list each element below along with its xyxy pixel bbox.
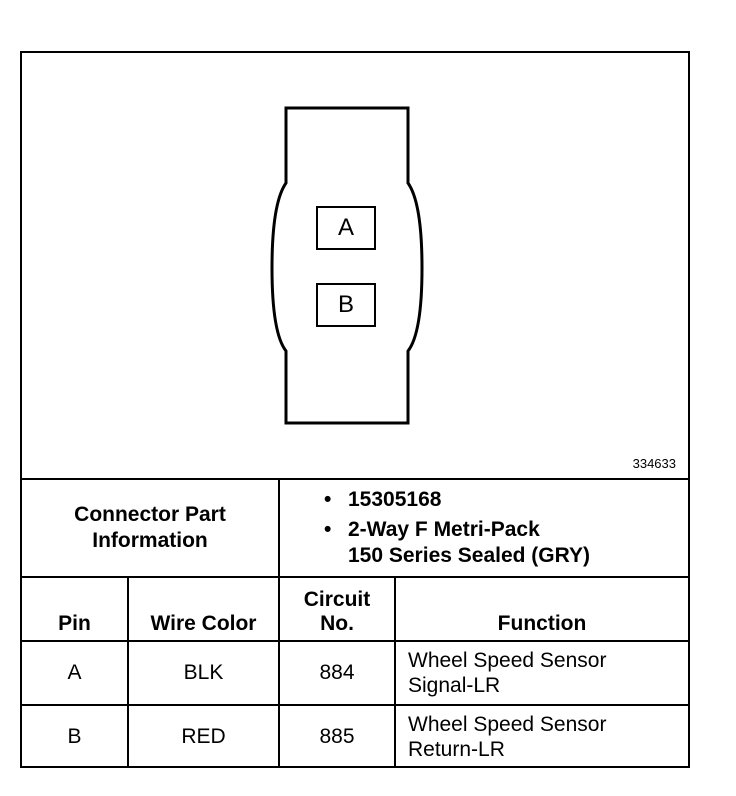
pin-a-label: A [337, 214, 354, 241]
connector-info-frame [20, 51, 690, 768]
part-info-items [279, 479, 688, 577]
header-pin: Pin [22, 577, 128, 641]
pin-a-cavity [316, 206, 376, 250]
figure-id: 334633 [632, 456, 676, 471]
header-circuit-line2: No. [320, 612, 354, 635]
table-row [22, 705, 688, 767]
part-info-label-line1: Connector Part [74, 503, 226, 526]
header-wire-color: Wire Color [128, 577, 279, 641]
row-b-function-line2: Return-LR [408, 737, 505, 761]
table-row [22, 641, 688, 705]
row-a-wire-color: BLK [128, 641, 279, 705]
part-number-item [320, 487, 688, 513]
row-b-function [395, 705, 688, 767]
row-a-function [395, 641, 688, 705]
connector-type-line2: 150 Series Sealed (GRY) [348, 544, 591, 567]
connector-diagram [22, 53, 688, 478]
connector-type-line1: 2-Way F Metri-Pack [348, 518, 540, 541]
row-a-pin: A [22, 641, 128, 705]
row-b-pin: B [22, 705, 128, 767]
bullet-icon: • [324, 488, 332, 511]
row-a-function-line1: Wheel Speed Sensor [408, 649, 607, 672]
connector-outline [22, 53, 688, 478]
connector-table [22, 478, 688, 767]
row-b-wire-color: RED [128, 705, 279, 767]
bullet-icon: • [324, 518, 332, 541]
part-info-label-line2: Information [92, 529, 208, 552]
row-b-function-line1: Wheel Speed Sensor [408, 712, 607, 736]
part-info-row [22, 479, 688, 577]
header-circuit-line1: Circuit [303, 588, 371, 611]
header-circuit [279, 577, 395, 641]
pin-b-cavity [316, 283, 376, 327]
part-number: 15305168 [348, 488, 442, 511]
row-b-circuit: 885 [279, 705, 395, 767]
row-a-circuit: 884 [279, 641, 395, 705]
row-a-function-line2: Signal-LR [408, 674, 501, 697]
pin-b-label: B [337, 291, 354, 318]
part-info-label [22, 479, 279, 577]
header-row [22, 577, 688, 641]
connector-type-item [320, 517, 688, 569]
header-function: Function [395, 577, 688, 641]
